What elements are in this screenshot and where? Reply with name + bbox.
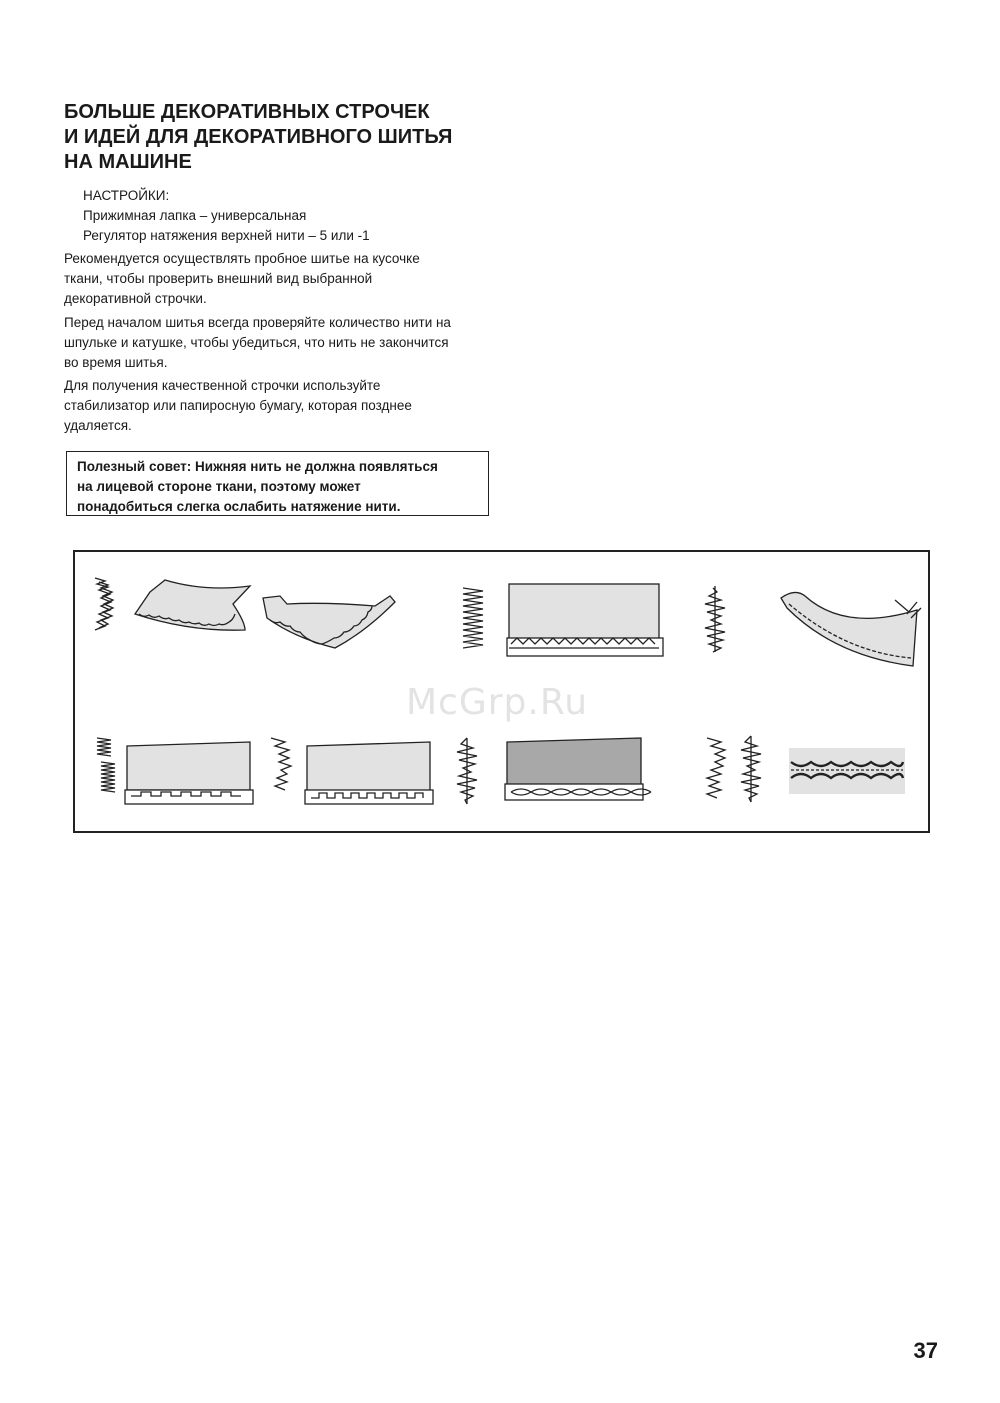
double-scallop-trim xyxy=(789,748,905,794)
step-stitch-icon xyxy=(271,738,291,790)
paragraph-line: ткани, чтобы проверить внешний вид выбранной xyxy=(64,271,373,286)
settings-block xyxy=(83,186,370,246)
zigzag-stitch-icon xyxy=(463,588,483,648)
tip-line: Полезный совет: Нижняя нить не должна появляться xyxy=(77,459,438,474)
tip-line: понадобиться слегка ослабить натяжение нити. xyxy=(77,499,401,514)
square-wave-border-fabric xyxy=(125,742,253,804)
paragraph-line: Перед началом шитья всегда проверяйте количество нити на xyxy=(64,315,451,330)
paragraph-line: Рекомендуется осуществлять пробное шитье на кусочке xyxy=(64,251,420,266)
scalloped-hem-piece xyxy=(263,596,395,648)
paragraph-line: стабилизатор или папиросную бумагу, которая позднее xyxy=(64,398,412,413)
step-border-fabric xyxy=(305,742,433,804)
paragraph-line: Для получения качественной строчки используйте xyxy=(64,378,381,393)
page-heading xyxy=(64,100,524,175)
watermark: McGrp.Ru xyxy=(406,682,589,723)
paragraph-stabilizer xyxy=(64,376,504,436)
diamond-border-fabric xyxy=(505,738,651,800)
heading-line: И ИДЕЙ ДЛЯ ДЕКОРАТИВНОГО ШИТЬЯ xyxy=(64,126,453,148)
useful-tip-box xyxy=(66,451,489,516)
settings-foot: Прижимная лапка – универсальная xyxy=(83,208,307,223)
settings-tension: Регулятор натяжения верхней нити – 5 или -1 xyxy=(83,228,370,243)
heading-line: БОЛЬШЕ ДЕКОРАТИВНЫХ СТРОЧЕК xyxy=(64,101,430,123)
scalloped-collar-piece xyxy=(135,580,250,630)
scallop-stitch-icon xyxy=(95,578,113,630)
double-scallop-icon xyxy=(707,736,761,802)
heading-line: НА МАШИНЕ xyxy=(64,151,192,173)
paragraph-line: удаляется. xyxy=(64,418,132,433)
page-number: 37 xyxy=(913,1338,938,1363)
fan-stitch-icon xyxy=(705,586,725,652)
paragraph-line: декоративной строчки. xyxy=(64,291,207,306)
tip-line: на лицевой стороне ткани, поэтому может xyxy=(77,479,361,494)
paragraph-line: во время шитья. xyxy=(64,355,168,370)
paragraph-line: шпульке и катушке, чтобы убедиться, что нить не закончится xyxy=(64,335,449,350)
diamond-stitch-icon xyxy=(457,738,477,804)
curved-collar-piece xyxy=(781,592,921,666)
paragraph-thread-check xyxy=(64,313,504,373)
square-wave-stitch-icon xyxy=(97,738,115,792)
paragraph-test-sewing xyxy=(64,249,504,309)
settings-title: НАСТРОЙКИ: xyxy=(83,188,170,203)
triangle-border-fabric xyxy=(507,584,663,656)
